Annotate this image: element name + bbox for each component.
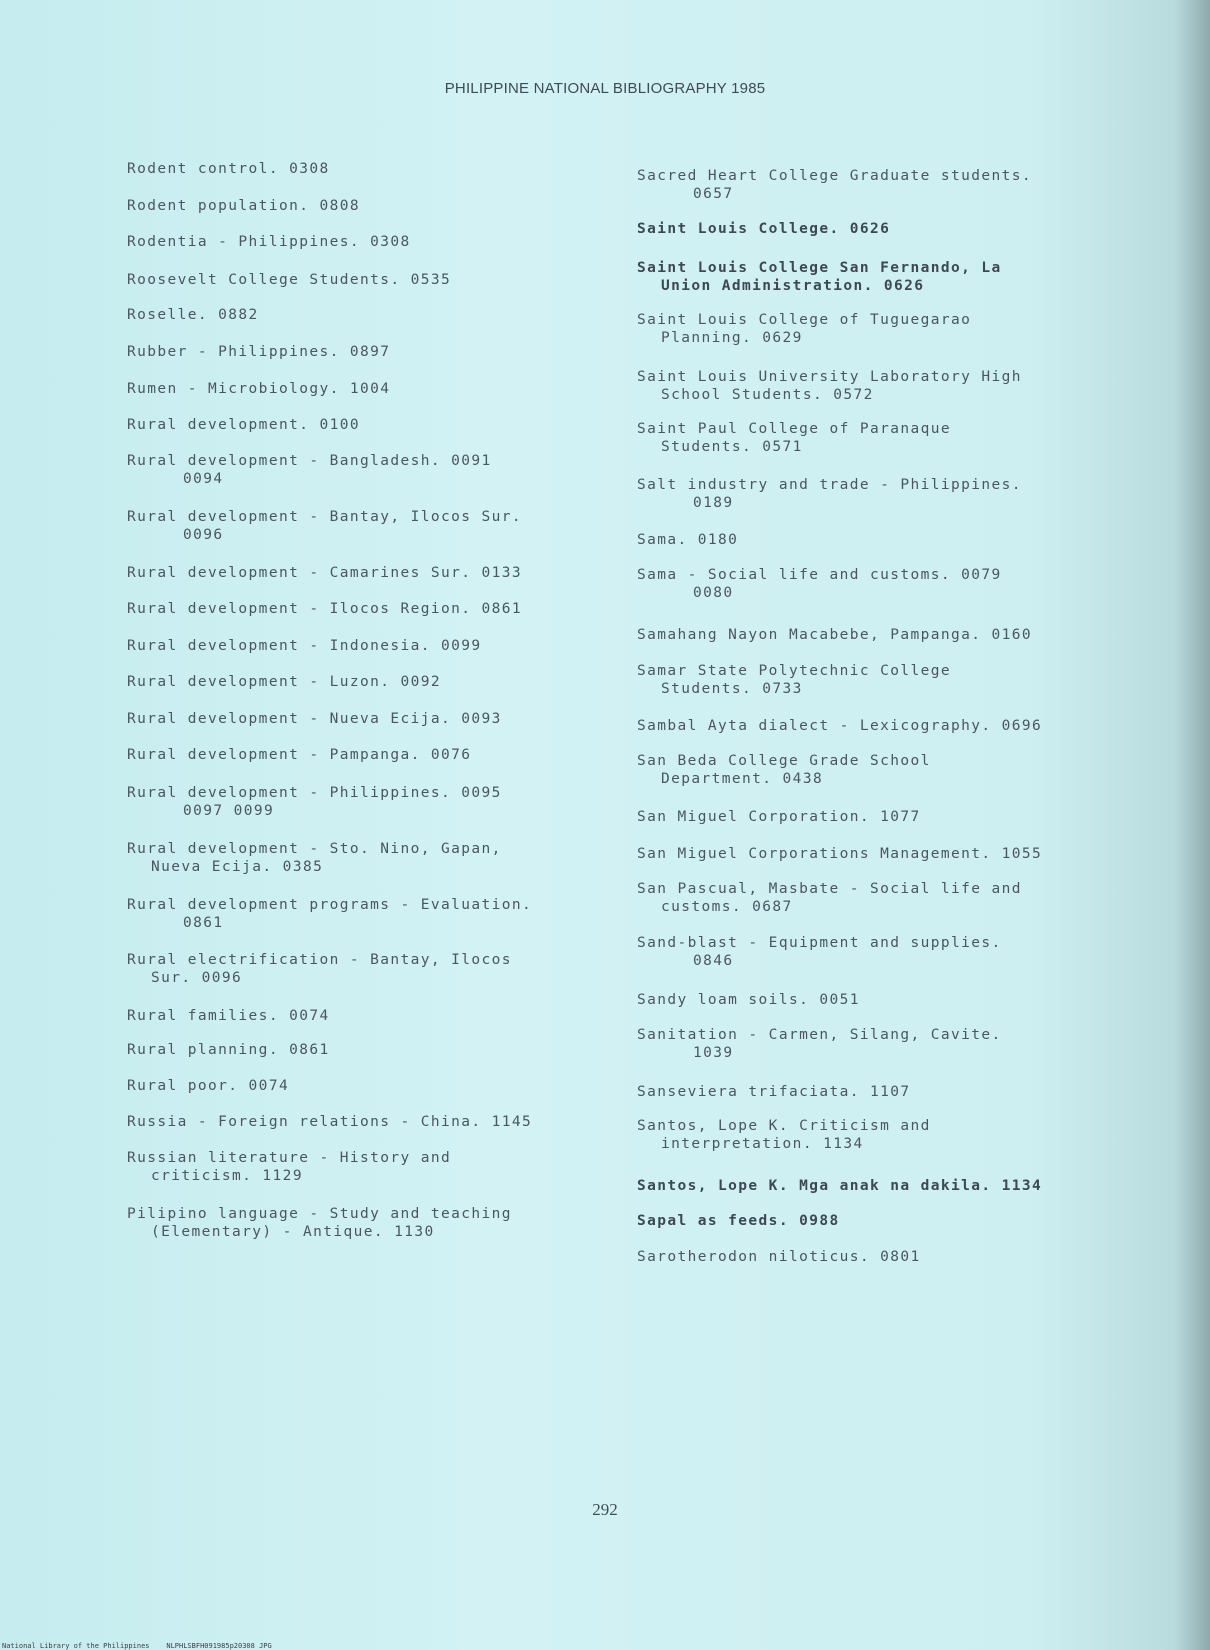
index-entry <box>127 380 390 398</box>
entry-heading: Saint Louis College San Fernando, La <box>637 260 1002 276</box>
index-entry <box>127 673 441 691</box>
page-header: PHILIPPINE NATIONAL BIBLIOGRAPHY 1985 <box>444 80 766 97</box>
entry-continuation: Students. 0571 <box>661 439 803 455</box>
entry-heading: Sanitation - Carmen, Silang, Cavite. <box>637 1027 1002 1043</box>
index-entry <box>127 1149 451 1185</box>
entry-heading: Pilipino language - Study and teaching <box>127 1206 512 1222</box>
index-entry <box>127 746 471 764</box>
entry-heading: Russia - Foreign relations - China. 1145 <box>127 1114 533 1130</box>
entry-continuation: (Elementary) - Antique. 1130 <box>151 1224 435 1240</box>
entry-continuation: criticism. 1129 <box>151 1168 303 1184</box>
index-entry <box>637 808 921 826</box>
entry-continuation: customs. 0687 <box>661 899 793 915</box>
entry-continuation: 0080 <box>693 585 734 601</box>
index-entry <box>127 343 390 361</box>
entry-heading: Rural development - Indonesia. 0099 <box>127 638 482 654</box>
index-entry <box>127 840 502 876</box>
entry-heading: Santos, Lope K. Mga anak na dakila. 1134 <box>637 1178 1043 1194</box>
entry-heading: Rubber - Philippines. 0897 <box>127 344 391 360</box>
index-entry <box>637 167 1032 203</box>
entry-continuation: Planning. 0629 <box>661 330 803 346</box>
index-entry <box>127 1205 512 1241</box>
index-entry <box>637 752 931 788</box>
index-entry <box>637 1212 840 1230</box>
index-entry <box>637 311 971 347</box>
entry-heading: Sama. 0180 <box>637 532 739 548</box>
entry-continuation: 0097 0099 <box>183 803 275 819</box>
entry-heading: Rural development. 0100 <box>127 417 360 433</box>
entry-heading: Sanseviera trifaciata. 1107 <box>637 1084 911 1100</box>
entry-heading: San Beda College Grade School <box>637 753 931 769</box>
index-entry <box>127 197 360 215</box>
entry-heading: Rural families. 0074 <box>127 1008 330 1024</box>
entry-heading: Russian literature - History and <box>127 1150 452 1166</box>
index-entry <box>637 1117 931 1153</box>
entry-heading: Rural planning. 0861 <box>127 1042 330 1058</box>
index-entry <box>127 951 512 987</box>
index-entry <box>637 991 860 1009</box>
index-entry <box>127 233 411 251</box>
index-entry <box>127 306 259 324</box>
entry-heading: Sama - Social life and customs. 0079 <box>637 567 1002 583</box>
index-entry <box>127 1041 330 1059</box>
entry-heading: Samar State Polytechnic College <box>637 663 952 679</box>
index-entry <box>637 1248 921 1266</box>
entry-heading: Rural development - Philippines. 0095 <box>127 785 502 801</box>
entry-continuation: Union Administration. 0626 <box>661 278 925 294</box>
entry-continuation: 0096 <box>183 527 224 543</box>
entry-heading: Saint Paul College of Paranaque <box>637 421 952 437</box>
entry-continuation: 0189 <box>693 495 734 511</box>
entry-continuation: 0094 <box>183 471 224 487</box>
entry-continuation: Students. 0733 <box>661 681 803 697</box>
index-entry <box>127 637 482 655</box>
entry-heading: Sarotherodon niloticus. 0801 <box>637 1249 921 1265</box>
entry-continuation: Department. 0438 <box>661 771 824 787</box>
index-entry <box>637 717 1042 735</box>
entry-continuation: School Students. 0572 <box>661 387 874 403</box>
index-entry <box>637 626 1032 644</box>
entry-heading: Roosevelt College Students. 0535 <box>127 272 452 288</box>
index-entry <box>637 662 951 698</box>
index-entry <box>637 259 1002 295</box>
entry-heading: Rural development programs - Evaluation. <box>127 897 533 913</box>
entry-continuation: 0846 <box>693 953 734 969</box>
index-entry <box>127 784 502 820</box>
entry-heading: San Pascual, Masbate - Social life and <box>637 881 1022 897</box>
entry-heading: Sambal Ayta dialect - Lexicography. 0696 <box>637 718 1043 734</box>
entry-continuation: Sur. 0096 <box>151 970 243 986</box>
index-entry <box>637 566 1002 602</box>
entry-heading: Rural poor. 0074 <box>127 1078 290 1094</box>
entry-continuation: 1039 <box>693 1045 734 1061</box>
entry-continuation: interpretation. 1134 <box>661 1136 864 1152</box>
index-entry <box>127 452 492 488</box>
entry-heading: Rodent control. 0308 <box>127 161 330 177</box>
entry-heading: Sacred Heart College Graduate students. <box>637 168 1033 184</box>
entry-heading: Saint Louis College of Tuguegarao <box>637 312 972 328</box>
entry-heading: Rural development - Pampanga. 0076 <box>127 747 472 763</box>
index-entry <box>127 564 522 582</box>
index-entry <box>127 508 522 544</box>
entry-heading: Rural development - Ilocos Region. 0861 <box>127 601 523 617</box>
entry-heading: Saint Louis College. 0626 <box>637 221 891 237</box>
entry-continuation: 0657 <box>693 186 734 202</box>
index-entry <box>127 1077 289 1095</box>
entry-heading: Rural development - Bantay, Ilocos Sur. <box>127 509 523 525</box>
index-entry <box>637 1026 1002 1062</box>
scan-footer: National Library of the Philippines NLPHLSBFH091985p20308 JPG <box>2 1642 272 1650</box>
entry-heading: Sandy loam soils. 0051 <box>637 992 860 1008</box>
index-entry <box>127 1007 330 1025</box>
entry-heading: Rural development - Luzon. 0092 <box>127 674 442 690</box>
index-entry <box>127 160 330 178</box>
entry-heading: Rumen - Microbiology. 1004 <box>127 381 391 397</box>
index-entry <box>637 368 1022 404</box>
index-entry <box>637 420 951 456</box>
entry-heading: Sand-blast - Equipment and supplies. <box>637 935 1002 951</box>
index-entry <box>637 845 1042 863</box>
index-entry <box>127 896 532 932</box>
entry-heading: Rural development - Nueva Ecija. 0093 <box>127 711 502 727</box>
index-entry <box>127 271 451 289</box>
entry-heading: Saint Louis University Laboratory High <box>637 369 1022 385</box>
index-entry <box>127 1113 532 1131</box>
entry-heading: Rural development - Bangladesh. 0091 <box>127 453 492 469</box>
entry-heading: Salt industry and trade - Philippines. <box>637 477 1022 493</box>
entry-continuation: Nueva Ecija. 0385 <box>151 859 324 875</box>
entry-heading: Rural development - Camarines Sur. 0133 <box>127 565 523 581</box>
index-entry <box>637 220 890 238</box>
index-entry <box>127 600 522 618</box>
entry-heading: San Miguel Corporations Management. 1055 <box>637 846 1043 862</box>
index-entry <box>127 416 360 434</box>
entry-heading: Rural electrification - Bantay, Ilocos <box>127 952 512 968</box>
entry-continuation: 0861 <box>183 915 224 931</box>
entry-heading: San Miguel Corporation. 1077 <box>637 809 921 825</box>
index-entry <box>637 934 1002 970</box>
index-entry <box>637 880 1022 916</box>
entry-heading: Rural development - Sto. Nino, Gapan, <box>127 841 502 857</box>
index-entry <box>127 710 502 728</box>
index-entry <box>637 1177 1042 1195</box>
index-entry <box>637 1083 911 1101</box>
entry-heading: Rodentia - Philippines. 0308 <box>127 234 411 250</box>
index-entry <box>637 476 1022 512</box>
page-number: 292 <box>592 1500 618 1519</box>
entry-heading: Rodent population. 0808 <box>127 198 360 214</box>
entry-heading: Roselle. 0882 <box>127 307 259 323</box>
index-entry <box>637 531 738 549</box>
entry-heading: Samahang Nayon Macabebe, Pampanga. 0160 <box>637 627 1033 643</box>
entry-heading: Sapal as feeds. 0988 <box>637 1213 840 1229</box>
entry-heading: Santos, Lope K. Criticism and <box>637 1118 931 1134</box>
